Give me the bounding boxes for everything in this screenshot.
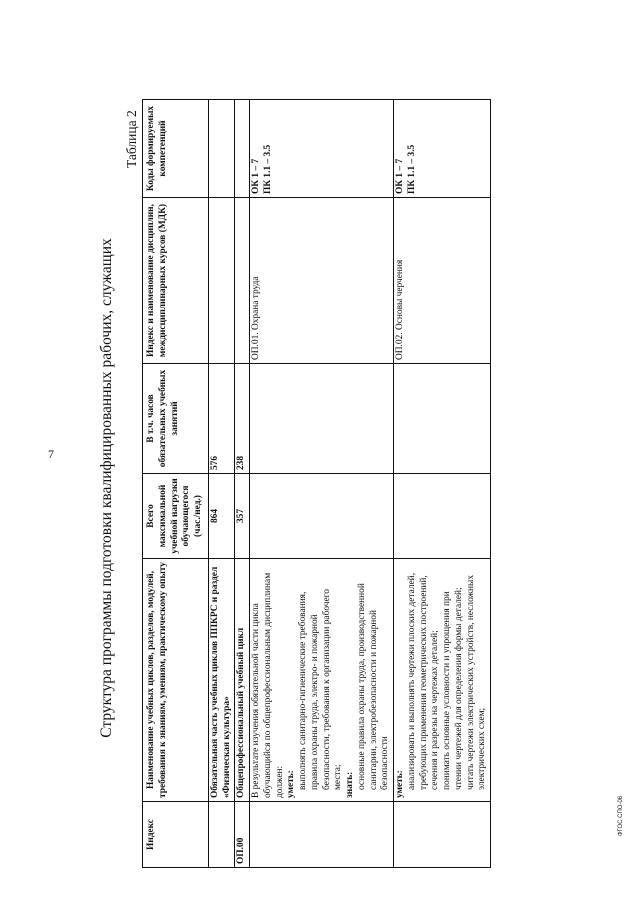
op01-requirements (250, 559, 394, 802)
document-title: Структура программы подготовки квалифицированных рабочих, служащих (98, 238, 115, 738)
footer-code: ФГОС СПО-06 (618, 795, 624, 836)
op01-skills: выполнять санитарно-гигиенические требования, правила охраны труда, электро- и пожарной безопасности, требования к организации рабочего места; (298, 589, 344, 790)
op02-skill-2: понимать основные условности и упрощения при чтении чертежей для определения формы деталей; (442, 587, 464, 790)
op00-total: 357 (235, 474, 250, 559)
op00-index: ОП.00 (235, 802, 250, 868)
header-total-load: Всего максимальной учебной нагрузки обучающегося (час./нед.) (143, 474, 209, 559)
mandatory-part-hours: 576 (208, 364, 235, 474)
op01-code-ok: ОК 1 – 7 (251, 158, 261, 194)
op02-skill-1: анализировать и выполнять чертежи плоских деталей, требующих применения геометрических построений, сечения и разрезы на чертежах деталей; (406, 572, 441, 790)
header-name: Наименование учебных циклов, разделов, модулей, требования к знаниям, умениям, практическому опыту (143, 559, 209, 802)
op01-codes (250, 100, 394, 198)
op02-skill-3: читать чертежи электрических устройств, несложных электрических схем; (465, 574, 488, 790)
op01-intro: В результате изучения обязательной части цикла обучающийся по общепрофессиональным дисциплинам должен: (251, 572, 285, 798)
page-number: 7 (48, 447, 54, 461)
table-row-op02 (394, 100, 491, 868)
header-discipline: Индекс и наименование дисциплин, междисциплинарных курсов (МДК) (143, 198, 209, 364)
op02-discipline: ОП.02. Основы черчения (394, 198, 491, 364)
op01-discipline: ОП.01. Охрана труда (250, 198, 394, 364)
table-label: Таблица 2 (124, 110, 139, 168)
mandatory-part-name: Обязательная часть учебных циклов ППКРС и раздел «Физическая культура» (208, 559, 235, 802)
op00-name: Общепрофессиональный учебный цикл (235, 559, 250, 802)
op00-hours: 238 (235, 364, 250, 474)
rotated-page-content (78, 48, 598, 868)
mandatory-part-total: 864 (208, 474, 235, 559)
op01-code-pk: ПК 1.1 – 3.5 (262, 144, 273, 194)
table-row-mandatory-part (208, 100, 235, 868)
op02-skills-label: уметь: (395, 770, 405, 798)
op01-knowledge: основные правила охраны труда, производственной санитарии, электробезопасности и пожарной безопасности (356, 583, 391, 790)
op02-codes (394, 100, 491, 198)
op02-requirements (394, 559, 491, 802)
op02-code-pk: ПК 1.1 – 3.5 (406, 144, 417, 194)
header-mandatory-hours: В т.ч. часов обязательных учебных занятий (143, 364, 209, 474)
curriculum-table (142, 99, 491, 868)
table-row-op01 (250, 100, 394, 868)
op01-skills-label: уметь: (286, 770, 297, 798)
op01-knowledge-label: знать: (345, 771, 355, 798)
header-competence-codes: Коды формируемых компетенций (143, 100, 209, 198)
op02-code-ok: ОК 1 – 7 (395, 158, 405, 194)
header-index: Индекс (143, 802, 209, 868)
table-row-op00 (235, 100, 250, 868)
header-row (143, 100, 209, 868)
